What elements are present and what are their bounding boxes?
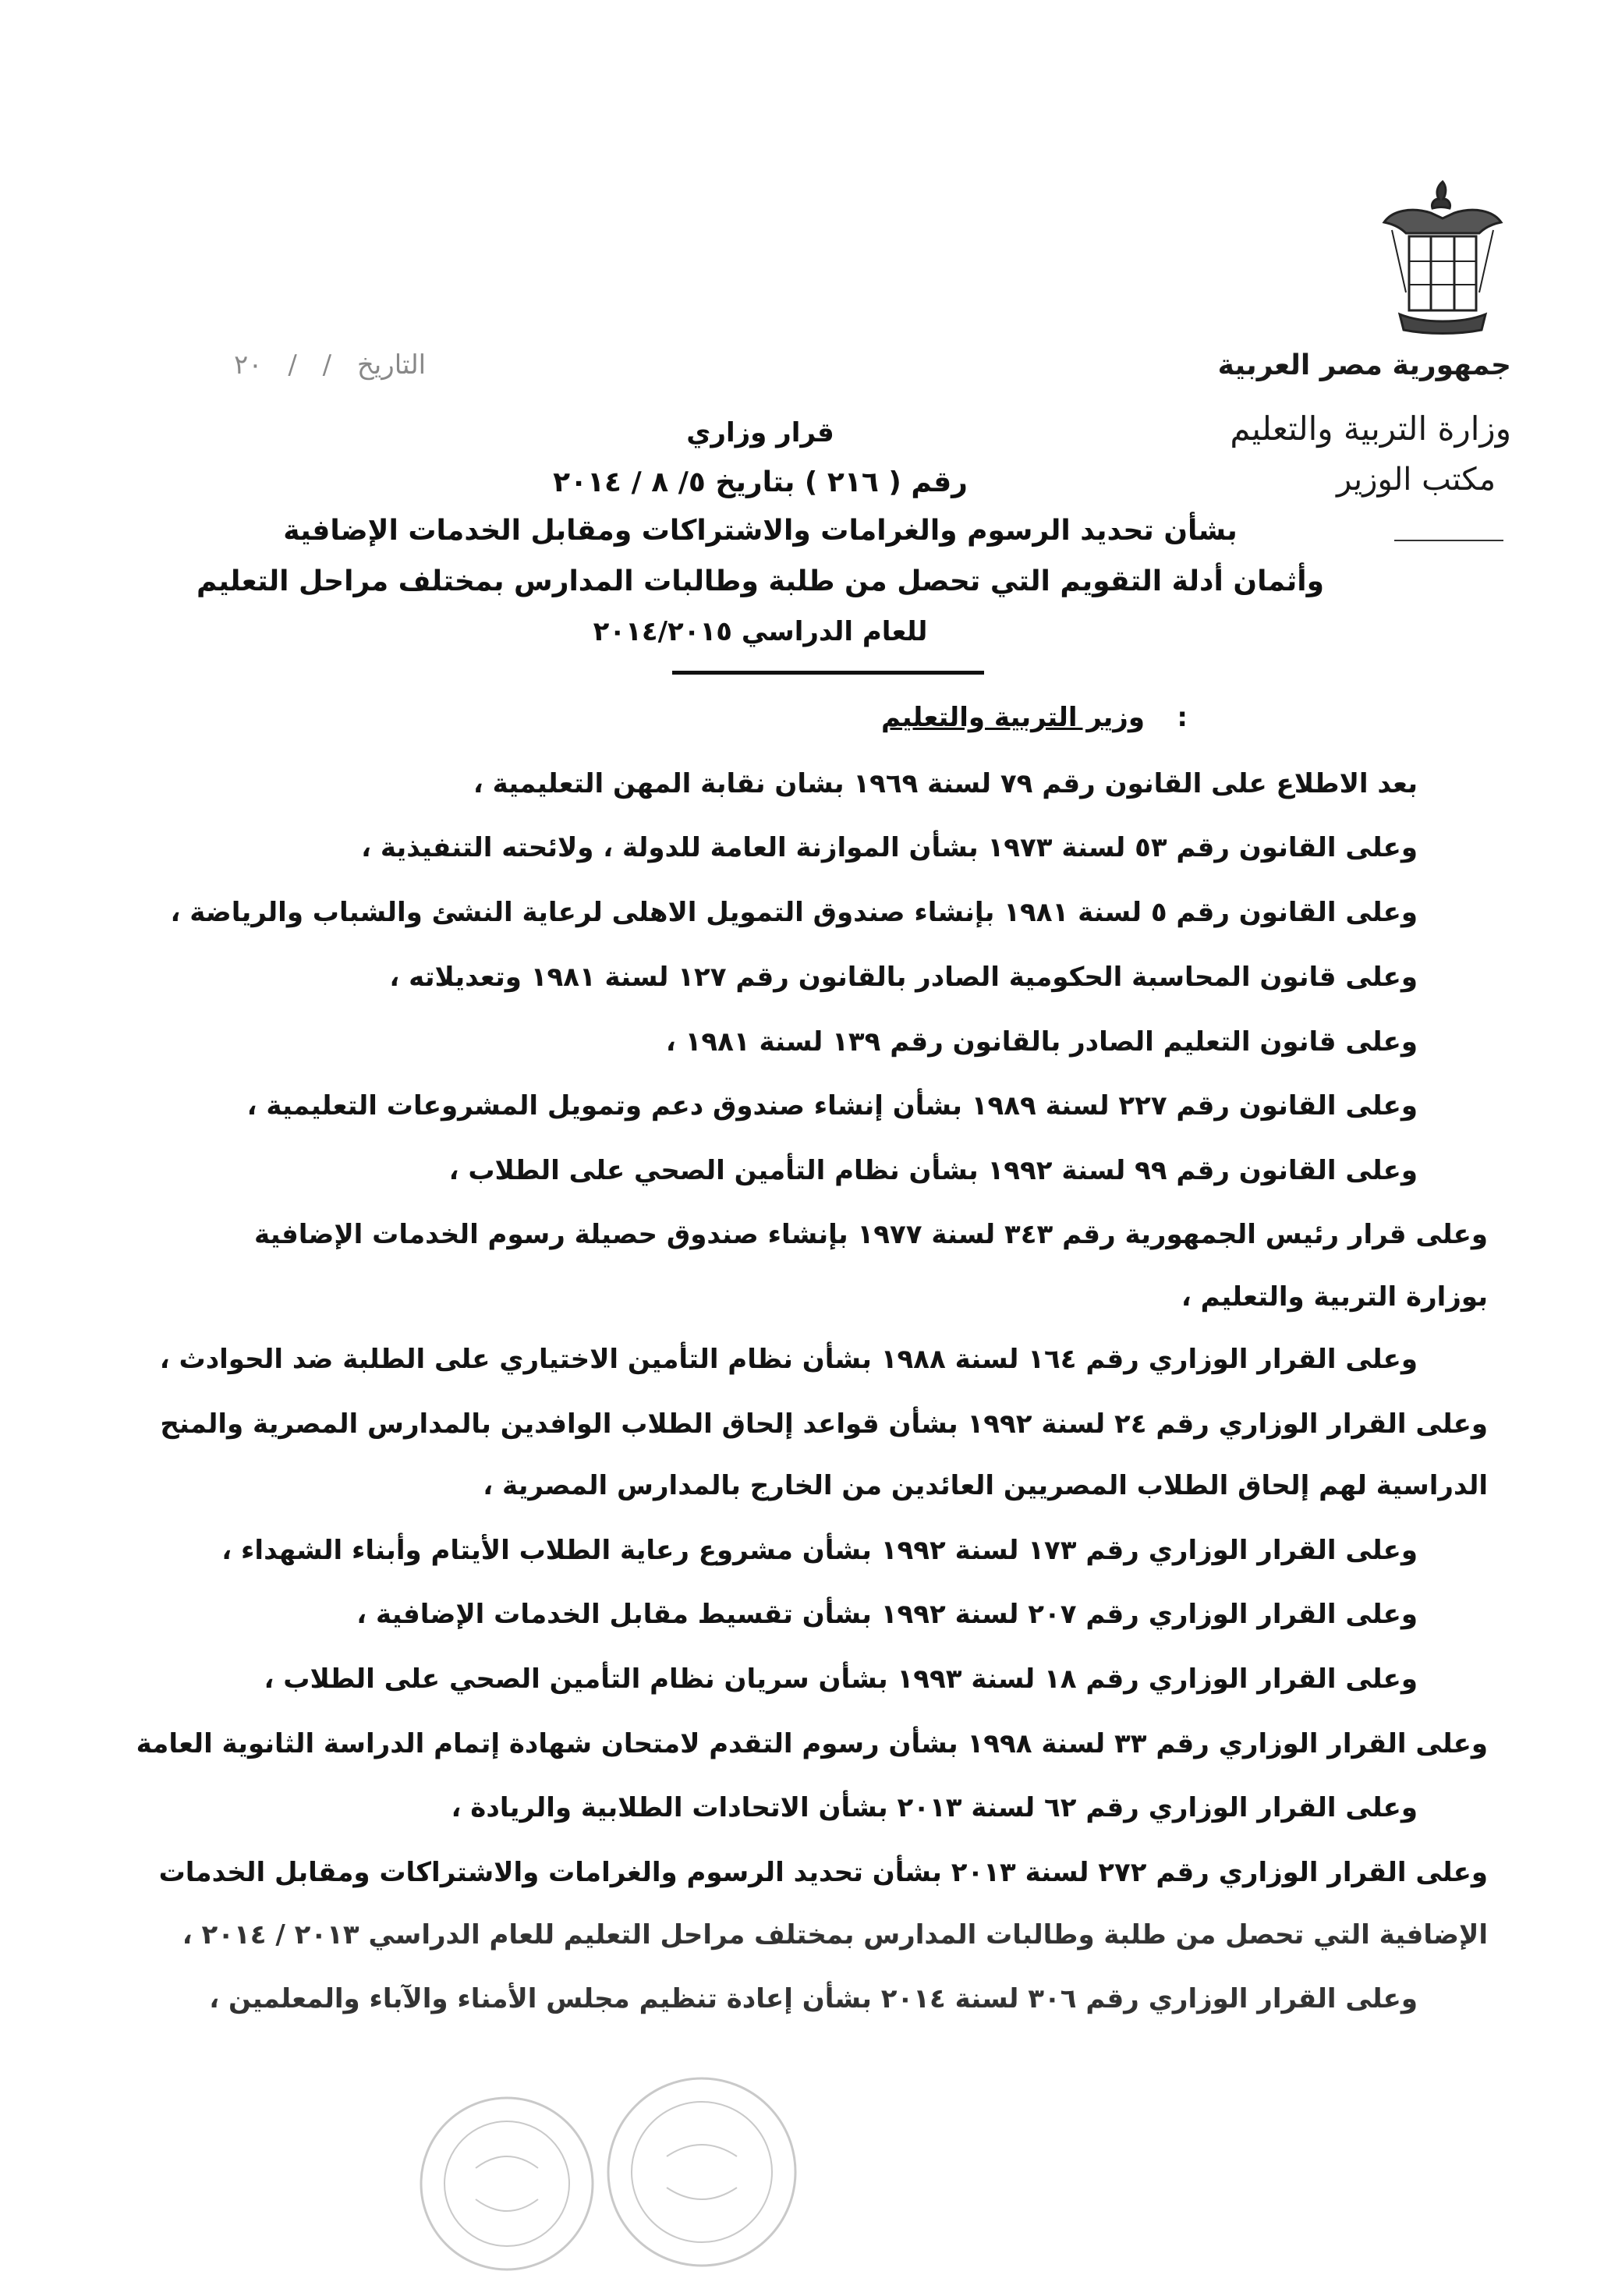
body-line: وعلى القانون رقم ٥ لسنة ١٩٨١ بإنشاء صندوق التمويل الاهلى لرعاية النشئ والشباب والرياضة ، xyxy=(170,897,1418,928)
country-name: جمهورية مصر العربية xyxy=(1217,349,1511,381)
body-line: وعلى قانون المحاسبة الحكومية الصادر بالقانون رقم ١٢٧ لسنة ١٩٨١ وتعديلاته ، xyxy=(389,962,1418,993)
decision-heading: قرار وزاري xyxy=(686,417,834,448)
title-underline xyxy=(672,671,984,675)
body-line: وعلى قرار رئيس الجمهورية رقم ٣٤٣ لسنة ١٩٧٧ بإنشاء صندوق حصيلة رسوم الخدمات الإضافية xyxy=(253,1219,1488,1250)
body-line: وعلى القرار الوزاري رقم ٣٣ لسنة ١٩٩٨ بشأن رسوم التقدم لامتحان شهادة إتمام الدراسة الثانوية العامة xyxy=(136,1728,1488,1759)
body-line: وعلى القانون رقم ٩٩ لسنة ١٩٩٢ بشأن نظام التأمين الصحي على الطلاب ، xyxy=(448,1155,1418,1186)
body-line: وعلى القرار الوزاري رقم ٦٢ لسنة ٢٠١٣ بشأن الاتحادات الطلابية والريادة ، xyxy=(451,1792,1418,1823)
body-line: وعلى القرار الوزاري رقم ٣٠٦ لسنة ٢٠١٤ بشأن إعادة تنظيم مجلس الأمناء والآباء والمعلمين ، xyxy=(209,1983,1418,2014)
body-line: وعلى القرار الوزاري رقم ٢٠٧ لسنة ١٩٩٢ بشأن تقسيط مقابل الخدمات الإضافية ، xyxy=(356,1599,1418,1630)
addressee: وزير التربية والتعليم xyxy=(880,702,1145,733)
body-line: الدراسية لهم إلحاق الطلاب المصريين العائدين من الخارج بالمدارس المصرية ، xyxy=(483,1470,1488,1501)
body-line: وعلى القرار الوزاري رقم ٢٧٢ لسنة ٢٠١٣ بشأن تحديد الرسوم والغرامات والاشتراكات ومقابل الخدمات xyxy=(158,1857,1488,1888)
official-seal-icon xyxy=(405,2067,811,2293)
body-line: وعلى القانون رقم ٢٢٧ لسنة ١٩٨٩ بشأن إنشاء صندوق دعم وتمويل المشروعات التعليمية ، xyxy=(246,1090,1418,1121)
eagle-emblem-icon xyxy=(1369,175,1517,335)
body-line: وعلى قانون التعليم الصادر بالقانون رقم ١٣٩ لسنة ١٩٨١ ، xyxy=(665,1026,1418,1058)
office-name: مكتب الوزير xyxy=(1336,462,1496,498)
academic-year: للعام الدراسي ٢٠١٤/٢٠١٥ xyxy=(593,616,928,647)
body-line: وعلى القرار الوزاري رقم ٢٤ لسنة ١٩٩٢ بشأن قواعد إلحاق الطلاب الوافدين بالمدارس المصرية والمنح xyxy=(160,1408,1488,1440)
body-line: وعلى القرار الوزاري رقم ١٧٣ لسنة ١٩٩٢ بشأن مشروع رعاية الطلاب الأيتام وأبناء الشهداء ، xyxy=(221,1535,1418,1566)
body-line: بعد الاطلاع على القانون رقم ٧٩ لسنة ١٩٦٩ بشان نقابة المهن التعليمية ، xyxy=(473,768,1418,799)
body-line: بوزارة التربية والتعليم ، xyxy=(1181,1281,1488,1313)
addressee-colon: : xyxy=(1177,702,1188,733)
date-field: التاريخ / / ٢٠ xyxy=(234,349,427,381)
body-line: وعلى القرار الوزاري رقم ١٦٤ لسنة ١٩٨٨ بشأن نظام التأمين الاختياري على الطلبة ضد الحوادث ، xyxy=(159,1344,1418,1375)
ministry-name: وزارة التربية والتعليم xyxy=(1230,409,1511,448)
body-line: وعلى القانون رقم ٥٣ لسنة ١٩٧٣ بشأن الموازنة العامة للدولة ، ولائحته التنفيذية ، xyxy=(361,832,1418,863)
decision-number: رقم ( ٢١٦ ) بتاريخ ٥/ ٨ / ٢٠١٤ xyxy=(553,466,968,498)
header-divider xyxy=(1394,540,1503,541)
decision-subject-2: وأثمان أدلة التقويم التي تحصل من طلبة وطالبات المدارس بمختلف مراحل التعليم xyxy=(197,565,1324,597)
decision-subject-1: بشأن تحديد الرسوم والغرامات والاشتراكات ومقابل الخدمات الإضافية xyxy=(283,515,1238,547)
body-line: الإضافية التي تحصل من طلبة وطالبات المدارس بمختلف مراحل التعليم للعام الدراسي ٢٠١٣ / ٢٠١٤ ، xyxy=(182,1919,1488,1951)
body-line: وعلى القرار الوزاري رقم ١٨ لسنة ١٩٩٣ بشأن سريان نظام التأمين الصحي على الطلاب ، xyxy=(264,1664,1418,1695)
